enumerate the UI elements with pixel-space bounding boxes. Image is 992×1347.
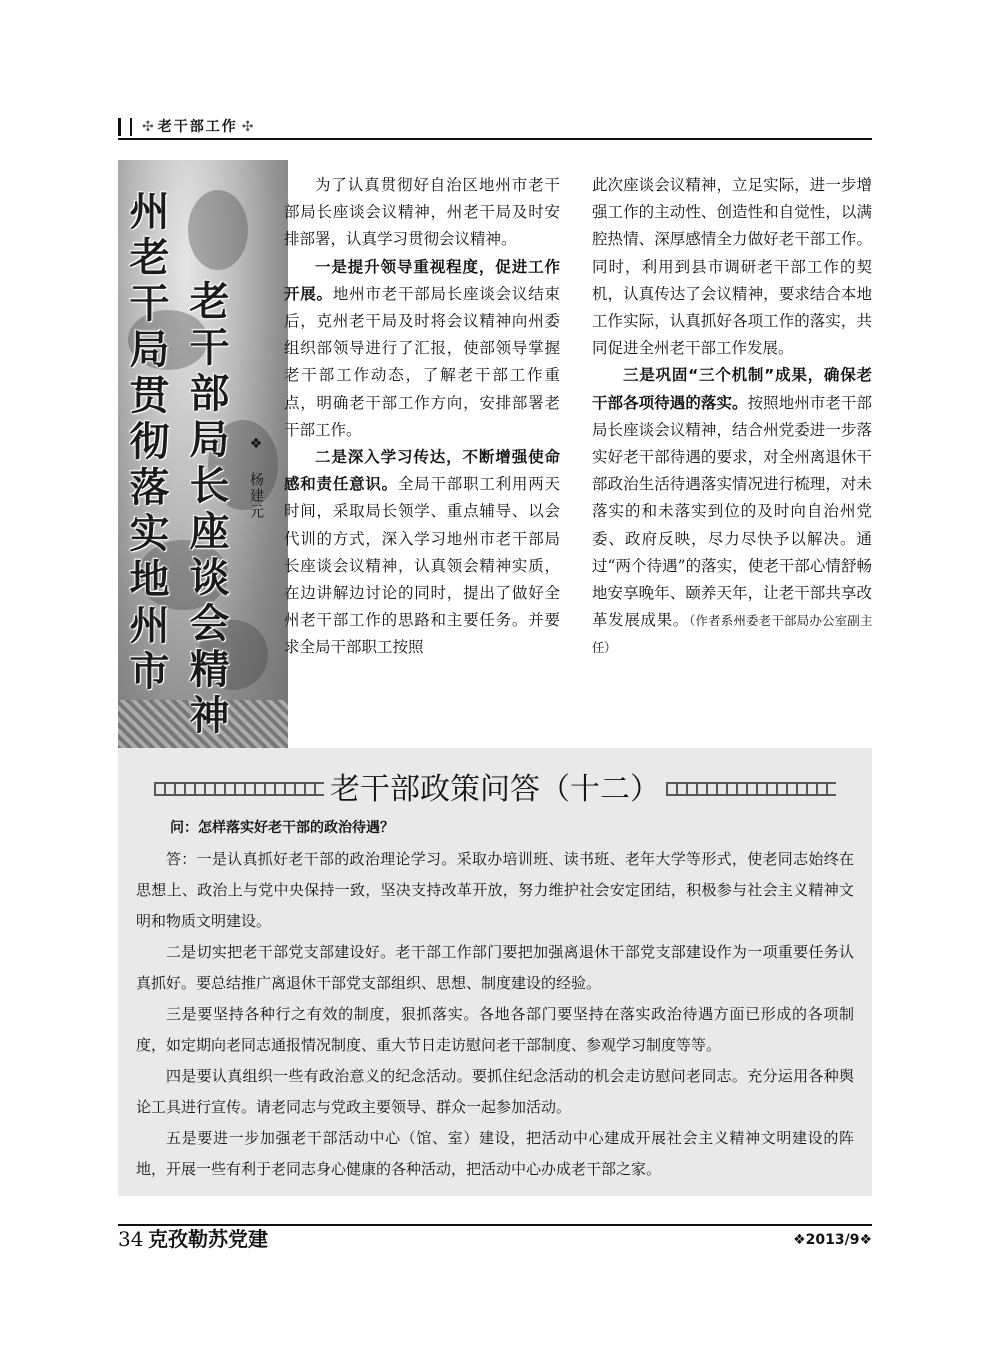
policy-qa-box [118,748,872,1196]
article-column-2 [592,172,872,662]
section-title [138,116,257,138]
section-title-text: 老干部工作 [157,119,238,135]
answer-paragraph: 四是要认真组织一些有政治意义的纪念活动。要抓住纪念活动的机会走访慰问老同志。充分运用各种舆论工具进行宣传。请老同志与党政主要领导、群众一起参加活动。 [136,1067,854,1116]
article-title-line1: 州老干局贯彻落实地州市 [123,190,169,696]
ornament-icon: ✣ [142,119,154,135]
paragraph [284,444,560,662]
paragraph: 此次座谈会议精神，立足实际，进一步增强工作的主动性、创造性和自觉性，以满腔热情、深厚感情全力做好老干部工作。同时，利用到县市调研老干部工作的契机，认真传达了会议精神，要求结合本地工作实际，认真抓好各项工作的落实，共同促进全州老干部工作发展。 [592,176,872,358]
author-note: （作者系州委老干部局办公室副主任） [592,613,872,656]
qa-title [118,770,872,810]
answer-paragraph: 答：一是认真抓好老干部的政治理论学习。采取办培训班、读书班、老年大学等形式，使老同志始终在思想上、政治上与党中央保持一致，坚决支持改革开放，努力维护社会安定团结，积极参与社会主义精神文明和物质文明建设。 [136,850,854,930]
paragraph: 为了认真贯彻好自治区地州市老干部局长座谈会议精神，州老干局及时安排部署，认真学习贯彻会议精神。 [284,176,560,249]
qa-answer [136,844,854,1185]
paragraph [284,254,560,444]
paragraph-text: 按照地州市老干部局长座谈会议精神，结合州党委进一步落实好老干部待遇的要求，对全州离退休干部政治生活待遇落实情况进行梳理，对未落实的和未落实到位的及时向自治州党委、政府反映，尽力尽快予以解决。通过“两个待遇”的落实，使老干部心情舒畅地安享晚年、颐养天年，让老干部共享改革发展成果。 [592,393,872,630]
article-author: ❖ 杨建元 [248,436,264,520]
answer-paragraph: 五是要进一步加强老干部活动中心（馆、室）建设，把活动中心建成开展社会主义精神文明建设的阵地，开展一些有利于老同志身心健康的各种活动，把活动中心办成老干部之家。 [136,1129,854,1178]
article-title-line2: 老干部局长座谈会精神 [183,280,229,740]
article-column-1 [284,172,560,662]
paragraph-text: 全局干部职工利用两天时间，采取局长领学、重点辅导、以会代训的方式，深入学习地州市老干部局长座谈会议精神，认真领会精神实质，在边讲解边讨论的同时，提出了做好全州老干部工作的思路和主要任务。并要求全局干部职工按照 [284,475,560,657]
qa-title-text: 老干部政策问答（十二） [330,772,660,807]
paragraph [592,362,872,661]
page-number: 34 [118,1227,144,1251]
paragraph-lead: 一是提升领导重视程度，促进工作开展。 [284,257,560,303]
ornament-icon: ✣ [241,119,254,135]
magazine-name: 克孜勒苏党建 [148,1227,268,1251]
answer-paragraph: 三是要坚持各种行之有效的制度，狠抓落实。各地各部门要坚持在落实政治待遇方面已形成的各项制度，如定期向老同志通报情况制度、重大节日走访慰问老干部制度、参观学习制度等等。 [136,1005,854,1054]
paragraph-text: 地州市老干部局长座谈会议结束后，克州老干局及时将会议精神向州委组织部领导进行了汇报，使部领导掌握老干部工作动态，了解老干部工作重点，明确老干部工作方向，安排部署老干部工作。 [284,284,560,439]
paragraph-lead: 二是深入学习传达，不断增强使命感和责任意识。 [284,448,560,494]
page-footer [118,1218,872,1252]
answer-paragraph: 二是切实把老干部党支部建设好。老干部工作部门要把加强离退休干部党支部建设作为一项重要任务认真抓好。要总结推广离退休干部党支部组织、思想、制度建设的经验。 [136,943,854,992]
photo-leaf-shape [188,190,248,270]
header-rule [118,138,872,140]
header-bars-decoration [118,118,132,136]
article [118,160,872,760]
issue-date: ❖2013/9❖ [793,1232,872,1248]
qa-question: 问：怎样落实好老干部的政治待遇？ [170,820,394,836]
running-header [118,116,872,138]
paragraph-lead: 三是巩固“三个机制”成果，确保老干部各项待遇的落实。 [592,366,872,412]
